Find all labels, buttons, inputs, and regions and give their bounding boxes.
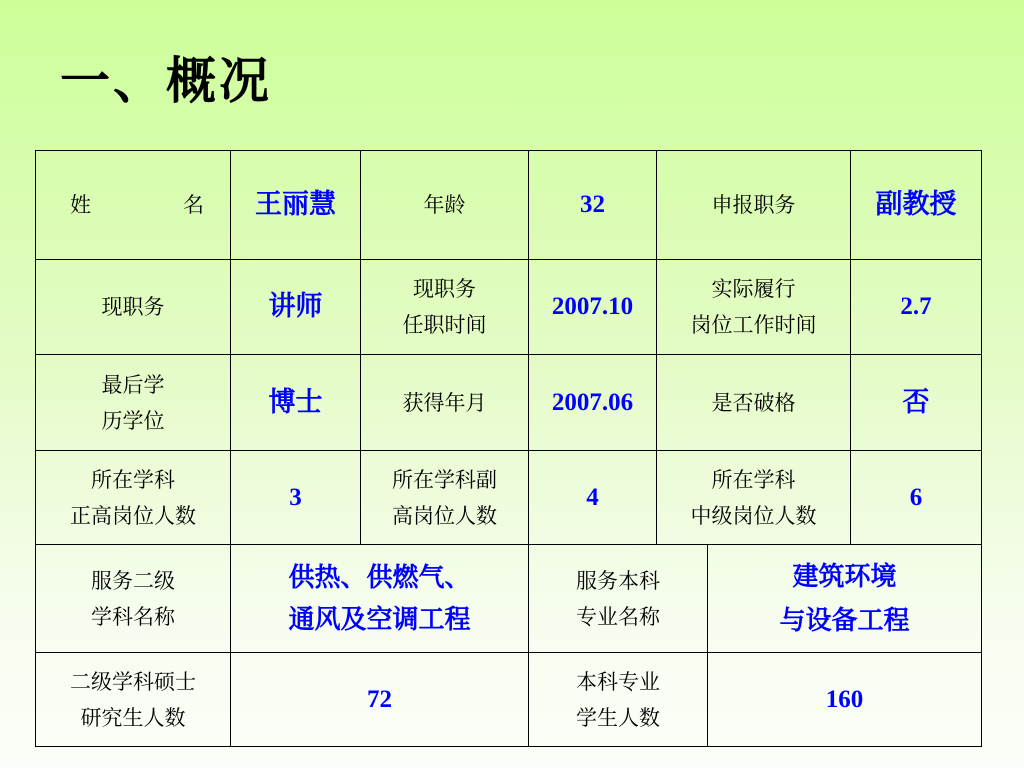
age-value: 32 <box>529 151 657 260</box>
undergrad-count-label: 本科专业 学生人数 <box>529 653 708 747</box>
apply-title-value: 副教授 <box>851 151 982 260</box>
table-row <box>36 355 982 451</box>
table-row <box>36 653 982 747</box>
discipline-label: 服务二级 学科名称 <box>36 545 231 653</box>
current-start-label: 现职务 任职时间 <box>361 260 529 355</box>
senior-count-value: 3 <box>231 451 361 545</box>
actual-years-label: 实际履行 岗位工作时间 <box>657 260 851 355</box>
age-label: 年龄 <box>361 151 529 260</box>
major-label: 服务本科 专业名称 <box>529 545 708 653</box>
exception-value: 否 <box>851 355 982 451</box>
table-row <box>36 260 982 355</box>
mid-count-label: 所在学科 中级岗位人数 <box>657 451 851 545</box>
degree-date-label: 获得年月 <box>361 355 529 451</box>
degree-label: 最后学 历学位 <box>36 355 231 451</box>
degree-value: 博士 <box>231 355 361 451</box>
apply-title-label: 申报职务 <box>657 151 851 260</box>
table-row <box>36 545 982 653</box>
exception-label: 是否破格 <box>657 355 851 451</box>
current-title-label: 现职务 <box>36 260 231 355</box>
assoc-count-value: 4 <box>529 451 657 545</box>
table-row <box>36 451 982 545</box>
current-title-value: 讲师 <box>231 260 361 355</box>
table-row <box>36 151 982 260</box>
page-title: 一、概况 <box>60 51 272 110</box>
master-count-value: 72 <box>231 653 529 747</box>
undergrad-count-value: 160 <box>708 653 982 747</box>
current-start-value: 2007.10 <box>529 260 657 355</box>
profile-table <box>35 150 982 747</box>
name-label: 姓 名 <box>36 151 231 260</box>
assoc-count-label: 所在学科副 高岗位人数 <box>361 451 529 545</box>
mid-count-value: 6 <box>851 451 982 545</box>
senior-count-label: 所在学科 正高岗位人数 <box>36 451 231 545</box>
master-count-label: 二级学科硕士 研究生人数 <box>36 653 231 747</box>
discipline-value: 供热、供燃气、 通风及空调工程 <box>231 545 529 653</box>
name-value: 王丽慧 <box>231 151 361 260</box>
degree-date-value: 2007.06 <box>529 355 657 451</box>
actual-years-value: 2.7 <box>851 260 982 355</box>
major-value: 建筑环境 与设备工程 <box>708 545 982 653</box>
